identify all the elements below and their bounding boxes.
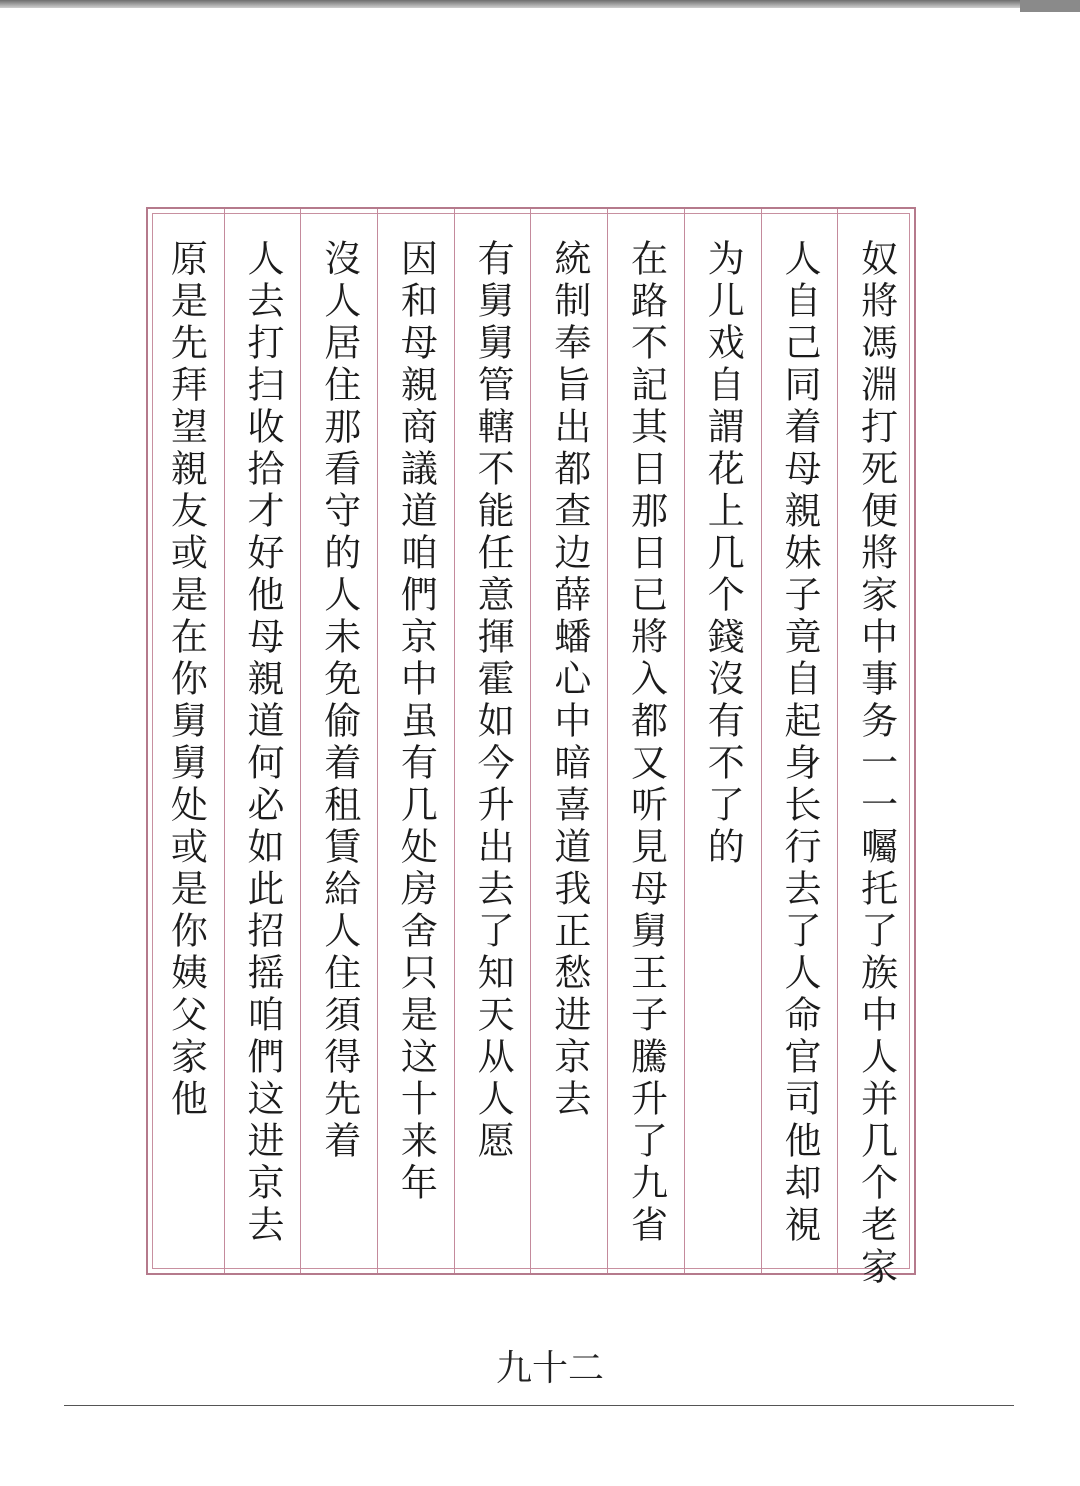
column-text: 有舅舅管轄不能任意揮霍如今升出去了知天从人愿 [471,239,515,1163]
text-column [837,209,914,1289]
text-column [530,209,607,1273]
text-column [377,209,454,1273]
text-column [761,209,838,1273]
text-column [607,209,684,1273]
column-text: 原是先拜望親友或是在你舅舅处或是你姨父家他 [164,239,208,1121]
page-number: 九十二 [495,1348,604,1389]
column-text: 人去打扫收拾才好他母親道何必如此招摇咱們这进京去 [241,239,285,1247]
column-text: 奴將馮淵打死便將家中事务一一囑托了族中人并几个老家 [854,239,898,1289]
text-column [148,209,224,1273]
column-text: 沒人居住那看守的人未免偷着租賃給人住須得先着 [317,239,361,1163]
column-text: 因和母親商議道咱們京中虽有几处房舍只是这十来年 [394,239,438,1205]
text-column [224,209,301,1273]
column-text: 为儿戏自謂花上几个錢沒有不了的 [701,239,745,869]
bottom-rule [64,1405,1014,1406]
scan-edge [0,0,1080,8]
column-text: 人自己同着母親妹子竟自起身长行去了人命官司他却視 [777,239,821,1247]
text-column [684,209,761,1273]
scan-edge-corner [1020,0,1080,12]
text-column [454,209,531,1273]
column-text: 在路不記其日那日已將入都又听見母舅王子騰升了九省 [624,239,668,1247]
text-column [300,209,377,1273]
manuscript-grid [146,207,916,1289]
column-text: 統制奉旨出都查边薛蟠心中暗喜道我正愁进京去 [547,239,591,1121]
